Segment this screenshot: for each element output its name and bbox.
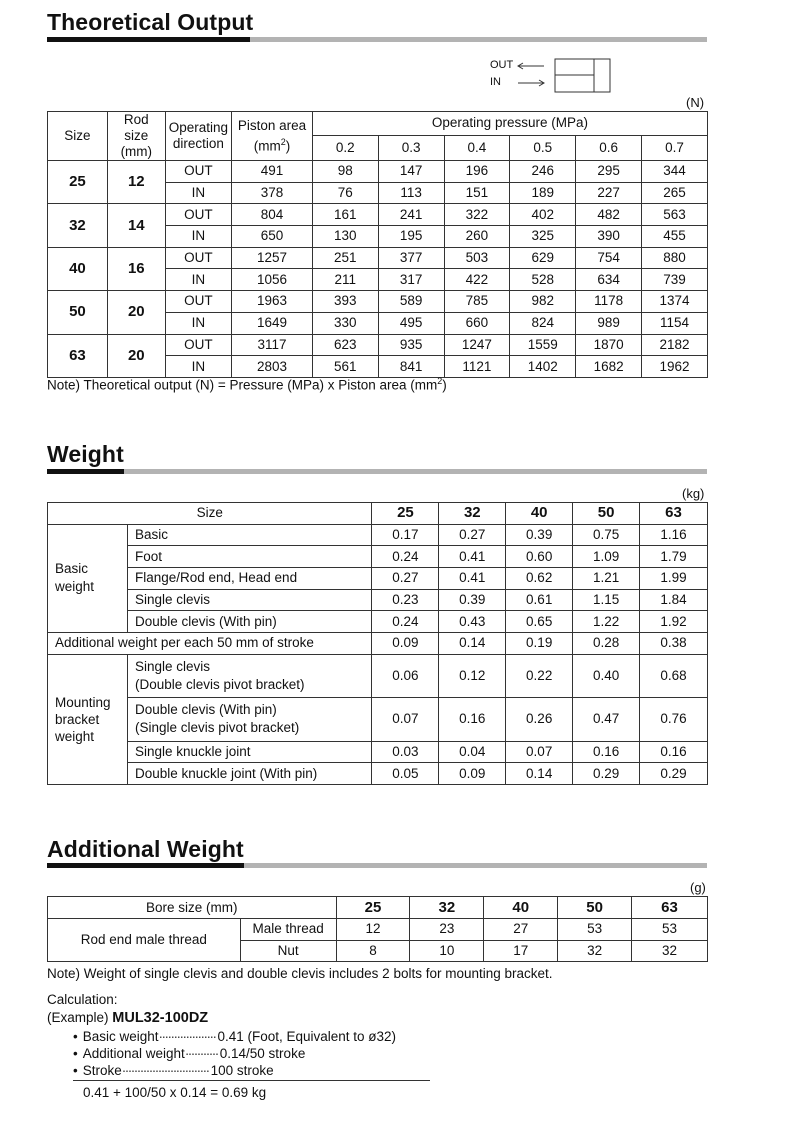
- size-cell: 63: [48, 334, 108, 377]
- header-piston-area: [232, 112, 313, 161]
- additional-value-cell: 8: [336, 940, 410, 962]
- output-title: Theoretical Output: [47, 9, 254, 35]
- weight-value-cell: 0.76: [640, 698, 708, 741]
- mount-row-label-1: Single clevis: [134, 659, 210, 674]
- mount-row: [48, 763, 708, 785]
- output-value-cell: 824: [510, 312, 576, 334]
- weight-value-cell: 0.19: [506, 633, 573, 655]
- weight-value-cell: 0.16: [640, 741, 708, 763]
- weight-value-cell: 0.16: [573, 741, 640, 763]
- calculation-bullet: [73, 1062, 453, 1079]
- example-model: MUL32-100DZ: [112, 1010, 209, 1026]
- calculation-divider: [73, 1080, 430, 1081]
- weight-row: [48, 568, 708, 590]
- output-row: [48, 161, 708, 183]
- calculation-bullets: [73, 1028, 453, 1079]
- output-value-cell: 325: [510, 226, 576, 248]
- weight-value-cell: 0.14: [439, 633, 506, 655]
- weight-row-label: Basic: [127, 524, 372, 546]
- piston-area-cell: 804: [232, 204, 313, 226]
- weight-value-cell: 0.75: [573, 524, 640, 546]
- weight-value-cell: 0.41: [439, 546, 506, 568]
- weight-value-cell: 0.68: [640, 654, 708, 697]
- bullet-dot-icon: •: [73, 1063, 78, 1078]
- output-value-cell: 455: [642, 226, 708, 248]
- weight-value-cell: 0.05: [372, 763, 439, 785]
- example-prefix: (Example): [47, 1010, 113, 1025]
- calculation-example: [47, 1010, 208, 1026]
- bore-size-header: Bore size (mm): [48, 897, 337, 919]
- weight-size-header: 40: [506, 503, 573, 525]
- bullet-value: 100 stroke: [210, 1063, 274, 1078]
- header-direction: [165, 112, 231, 161]
- weight-value-cell: 0.41: [439, 568, 506, 590]
- mount-row-label: [127, 741, 372, 763]
- output-value-cell: 2182: [642, 334, 708, 356]
- mount-row-label-1: Double knuckle joint (With pin): [134, 765, 318, 781]
- additional-stroke-row: [48, 633, 708, 655]
- size-cell: 32: [48, 204, 108, 247]
- mount-weight-group: [48, 654, 128, 784]
- weight-value-cell: 0.09: [439, 763, 506, 785]
- weight-size-header: 32: [439, 503, 506, 525]
- pressure-header-3: 0.5: [510, 135, 576, 160]
- bullet-leader: ···········: [184, 1046, 218, 1061]
- bullet-value: 0.14/50 stroke: [219, 1046, 306, 1061]
- output-value-cell: 1402: [510, 356, 576, 378]
- title-rule: [250, 37, 707, 42]
- output-value-cell: 1870: [576, 334, 642, 356]
- weight-value-cell: 0.03: [372, 741, 439, 763]
- direction-cell: OUT: [165, 204, 231, 226]
- weight-value-cell: 0.43: [439, 611, 506, 633]
- calculation-bullet: [73, 1045, 453, 1062]
- weight-rule-accent: [47, 469, 124, 474]
- weight-value-cell: 0.07: [506, 741, 573, 763]
- weight-value-cell: 0.61: [506, 589, 573, 611]
- additional-title: Additional Weight: [47, 836, 244, 862]
- additional-row: [48, 919, 708, 941]
- mount-row-label: [127, 763, 372, 785]
- additional-size-header: 32: [410, 897, 484, 919]
- output-value-cell: 330: [312, 312, 378, 334]
- size-cell: 40: [48, 247, 108, 290]
- output-value-cell: 317: [378, 269, 444, 291]
- piston-area-cell: 1649: [232, 312, 313, 334]
- additional-size-header: 50: [558, 897, 632, 919]
- output-value-cell: 130: [312, 226, 378, 248]
- header-direction-line1: Operating: [168, 120, 229, 135]
- output-value-cell: 989: [576, 312, 642, 334]
- rod-end-label: Rod end male thread: [48, 919, 241, 962]
- direction-cell: IN: [165, 182, 231, 204]
- output-value-cell: 634: [576, 269, 642, 291]
- additional-size-header: 63: [632, 897, 708, 919]
- output-value-cell: 113: [378, 182, 444, 204]
- direction-cell: IN: [165, 226, 231, 248]
- weight-value-cell: 1.79: [640, 546, 708, 568]
- weight-row: [48, 546, 708, 568]
- weight-value-cell: 0.22: [506, 654, 573, 697]
- additional-value-cell: 27: [484, 919, 558, 941]
- output-value-cell: 422: [444, 269, 510, 291]
- bullet-dot-icon: •: [73, 1029, 78, 1044]
- diagram-in-label: IN: [490, 76, 501, 88]
- weight-size-header: 63: [640, 503, 708, 525]
- additional-value-cell: 17: [484, 940, 558, 962]
- output-value-cell: 195: [378, 226, 444, 248]
- header-operating-pressure: Operating pressure (MPa): [312, 112, 707, 136]
- mount-row: [48, 698, 708, 741]
- weight-row-label: Double clevis (With pin): [127, 611, 372, 633]
- output-value-cell: 841: [378, 356, 444, 378]
- pressure-header-2: 0.4: [444, 135, 510, 160]
- output-note-text: Note) Theoretical output (N) = Pressure (MPa) x Piston area (mm: [47, 377, 438, 393]
- mount-row-label-1: Single knuckle joint: [134, 743, 251, 759]
- weight-value-cell: 1.22: [573, 611, 640, 633]
- weight-value-cell: 0.24: [372, 611, 439, 633]
- additional-size-header: 40: [484, 897, 558, 919]
- output-value-cell: 98: [312, 161, 378, 183]
- output-value-cell: 1962: [642, 356, 708, 378]
- additional-rule-accent: [47, 863, 244, 868]
- pressure-header-0: 0.2: [312, 135, 378, 160]
- additional-value-cell: 53: [558, 919, 632, 941]
- output-value-cell: 189: [510, 182, 576, 204]
- weight-value-cell: 1.99: [640, 568, 708, 590]
- weight-row: [48, 589, 708, 611]
- mount-label-3: weight: [55, 728, 95, 744]
- basic-weight-label-2: weight: [55, 579, 95, 595]
- output-value-cell: 295: [576, 161, 642, 183]
- direction-cell: OUT: [165, 161, 231, 183]
- output-value-cell: 1121: [444, 356, 510, 378]
- output-value-cell: 739: [642, 269, 708, 291]
- output-value-cell: 393: [312, 291, 378, 313]
- weight-title: Weight: [47, 441, 124, 467]
- output-value-cell: 265: [642, 182, 708, 204]
- output-value-cell: 377: [378, 247, 444, 269]
- direction-cell: OUT: [165, 291, 231, 313]
- output-value-cell: 76: [312, 182, 378, 204]
- additional-value-cell: 23: [410, 919, 484, 941]
- weight-value-cell: 0.14: [506, 763, 573, 785]
- direction-cell: IN: [165, 269, 231, 291]
- weight-value-cell: 1.16: [640, 524, 708, 546]
- header-direction-line2: direction: [172, 136, 224, 151]
- output-value-cell: 402: [510, 204, 576, 226]
- output-row: [48, 247, 708, 269]
- weight-row-label: Flange/Rod end, Head end: [127, 568, 372, 590]
- weight-value-cell: 0.39: [439, 589, 506, 611]
- basic-weight-label-1: Basic: [55, 561, 89, 577]
- piston-area-cell: 1056: [232, 269, 313, 291]
- piston-area-cell: 650: [232, 226, 313, 248]
- pressure-header-1: 0.3: [378, 135, 444, 160]
- output-unit: (N): [686, 95, 705, 110]
- output-value-cell: 241: [378, 204, 444, 226]
- rod-size-cell: 14: [107, 204, 165, 247]
- header-rod-line1: Rod size: [123, 112, 149, 143]
- output-note-close: ): [442, 377, 447, 393]
- output-value-cell: 211: [312, 269, 378, 291]
- size-cell: 25: [48, 161, 108, 204]
- rod-size-cell: 20: [107, 291, 165, 334]
- weight-value-cell: 1.92: [640, 611, 708, 633]
- weight-table: [47, 502, 708, 785]
- weight-value-cell: 1.21: [573, 568, 640, 590]
- output-value-cell: 503: [444, 247, 510, 269]
- weight-row-label: Single clevis: [127, 589, 372, 611]
- piston-area-cell: 2803: [232, 356, 313, 378]
- weight-row: [48, 611, 708, 633]
- additional-note: Note) Weight of single clevis and double clevis includes 2 bolts for mounting bracket.: [47, 966, 553, 981]
- output-value-cell: 935: [378, 334, 444, 356]
- output-value-cell: 754: [576, 247, 642, 269]
- additional-header-row: [48, 897, 708, 919]
- pressure-header-5: 0.7: [642, 135, 708, 160]
- additional-size-header: 25: [336, 897, 410, 919]
- bullet-leader: ·····························: [121, 1063, 209, 1078]
- output-value-cell: 785: [444, 291, 510, 313]
- header-rod-size: [107, 112, 165, 161]
- calculation-result: 0.41 + 100/50 x 0.14 = 0.69 kg: [83, 1085, 267, 1100]
- output-value-cell: 563: [642, 204, 708, 226]
- additional-unit: (g): [690, 880, 706, 895]
- weight-value-cell: 0.16: [439, 698, 506, 741]
- weight-value-cell: 0.28: [573, 633, 640, 655]
- output-value-cell: 151: [444, 182, 510, 204]
- weight-value-cell: 0.17: [372, 524, 439, 546]
- weight-value-cell: 0.65: [506, 611, 573, 633]
- additional-value-cell: 53: [632, 919, 708, 941]
- piston-area-cell: 3117: [232, 334, 313, 356]
- rod-size-cell: 12: [107, 161, 165, 204]
- additional-rule: [244, 863, 707, 868]
- output-value-cell: 880: [642, 247, 708, 269]
- output-value-cell: 1247: [444, 334, 510, 356]
- output-row: [48, 291, 708, 313]
- weight-row-label: Foot: [127, 546, 372, 568]
- bullet-label: Stroke: [82, 1063, 122, 1078]
- direction-cell: IN: [165, 356, 231, 378]
- output-value-cell: 629: [510, 247, 576, 269]
- output-value-cell: 161: [312, 204, 378, 226]
- weight-value-cell: 0.60: [506, 546, 573, 568]
- weight-value-cell: 0.04: [439, 741, 506, 763]
- output-value-cell: 246: [510, 161, 576, 183]
- output-value-cell: 1559: [510, 334, 576, 356]
- output-value-cell: 1154: [642, 312, 708, 334]
- weight-unit: (kg): [682, 486, 705, 501]
- weight-size-header: 50: [573, 503, 640, 525]
- mount-row: [48, 654, 708, 697]
- mount-label-2: bracket: [55, 711, 100, 727]
- weight-value-cell: 0.07: [372, 698, 439, 741]
- calculation-label: Calculation:: [47, 992, 118, 1007]
- weight-value-cell: 0.47: [573, 698, 640, 741]
- output-value-cell: 1682: [576, 356, 642, 378]
- output-value-cell: 227: [576, 182, 642, 204]
- weight-value-cell: 0.27: [439, 524, 506, 546]
- direction-cell: IN: [165, 312, 231, 334]
- cylinder-direction-diagram: [490, 56, 620, 96]
- header-area-line1: Piston area: [237, 117, 307, 133]
- output-value-cell: 482: [576, 204, 642, 226]
- weight-rule: [124, 469, 707, 474]
- output-value-cell: 147: [378, 161, 444, 183]
- additional-row-label: Nut: [240, 940, 336, 962]
- header-area-close: ): [285, 138, 291, 154]
- weight-value-cell: 0.29: [640, 763, 708, 785]
- output-note: [47, 376, 447, 393]
- output-value-cell: 589: [378, 291, 444, 313]
- output-value-cell: 982: [510, 291, 576, 313]
- weight-value-cell: 0.23: [372, 589, 439, 611]
- mount-row-label: [127, 654, 372, 697]
- output-note-sup: 2: [437, 376, 443, 386]
- weight-value-cell: 0.29: [573, 763, 640, 785]
- weight-size-header: 25: [372, 503, 439, 525]
- header-rod-line2: (mm): [120, 144, 153, 159]
- output-value-cell: 1178: [576, 291, 642, 313]
- output-value-cell: 390: [576, 226, 642, 248]
- piston-area-cell: 1257: [232, 247, 313, 269]
- weight-value-cell: 0.26: [506, 698, 573, 741]
- output-row: [48, 334, 708, 356]
- weight-value-cell: 1.84: [640, 589, 708, 611]
- weight-header-size: Size: [48, 503, 372, 525]
- output-value-cell: 1374: [642, 291, 708, 313]
- piston-area-cell: 1963: [232, 291, 313, 313]
- output-value-cell: 251: [312, 247, 378, 269]
- weight-value-cell: 0.40: [573, 654, 640, 697]
- direction-cell: OUT: [165, 247, 231, 269]
- weight-value-cell: 0.06: [372, 654, 439, 697]
- weight-value-cell: 0.39: [506, 524, 573, 546]
- bullet-leader: ···················: [158, 1029, 216, 1044]
- bullet-label: Additional weight: [82, 1046, 185, 1061]
- header-area-sup: 2: [280, 136, 286, 147]
- pressure-header-4: 0.6: [576, 135, 642, 160]
- bullet-label: Basic weight: [82, 1029, 159, 1044]
- weight-value-cell: 0.38: [640, 633, 708, 655]
- additional-value-cell: 32: [632, 940, 708, 962]
- weight-value-cell: 1.09: [573, 546, 640, 568]
- rod-size-cell: 16: [107, 247, 165, 290]
- output-value-cell: 561: [312, 356, 378, 378]
- bullet-value: 0.41 (Foot, Equivalent to ø32): [217, 1029, 397, 1044]
- mount-row-label: [127, 698, 372, 741]
- weight-value-cell: 0.09: [372, 633, 439, 655]
- output-value-cell: 260: [444, 226, 510, 248]
- additional-stroke-label: Additional weight per each 50 mm of stroke: [48, 633, 372, 655]
- piston-area-cell: 491: [232, 161, 313, 183]
- output-table: [47, 111, 708, 378]
- additional-value-cell: 32: [558, 940, 632, 962]
- output-value-cell: 196: [444, 161, 510, 183]
- additional-value-cell: 12: [336, 919, 410, 941]
- output-value-cell: 623: [312, 334, 378, 356]
- header-area-line2: (mm: [253, 138, 281, 154]
- size-cell: 50: [48, 291, 108, 334]
- basic-weight-group: [48, 524, 128, 632]
- bullet-dot-icon: •: [73, 1046, 78, 1061]
- output-value-cell: 528: [510, 269, 576, 291]
- weight-value-cell: 1.15: [573, 589, 640, 611]
- weight-row: [48, 524, 708, 546]
- title-rule-accent: [47, 37, 250, 42]
- weight-value-cell: 0.62: [506, 568, 573, 590]
- additional-value-cell: 10: [410, 940, 484, 962]
- additional-table: [47, 896, 708, 962]
- mount-row-label-1: Double clevis (With pin): [134, 702, 277, 718]
- piston-area-cell: 378: [232, 182, 313, 204]
- weight-value-cell: 0.27: [372, 568, 439, 590]
- rod-size-cell: 20: [107, 334, 165, 377]
- diagram-out-label: OUT: [490, 59, 514, 71]
- output-value-cell: 660: [444, 312, 510, 334]
- mount-row-label-2: (Single clevis pivot bracket): [134, 720, 300, 736]
- cylinder-icon: [514, 58, 614, 96]
- direction-cell: OUT: [165, 334, 231, 356]
- weight-header-row: [48, 503, 708, 525]
- output-value-cell: 344: [642, 161, 708, 183]
- weight-value-cell: 0.12: [439, 654, 506, 697]
- calculation-bullet: [73, 1028, 453, 1045]
- weight-value-cell: 0.24: [372, 546, 439, 568]
- output-value-cell: 322: [444, 204, 510, 226]
- output-value-cell: 495: [378, 312, 444, 334]
- output-row: [48, 204, 708, 226]
- mount-row-label-2: (Double clevis pivot bracket): [134, 677, 305, 692]
- mount-row: [48, 741, 708, 763]
- mount-label-1: Mounting: [55, 694, 111, 710]
- additional-row-label: Male thread: [240, 919, 336, 941]
- header-size: Size: [48, 112, 108, 161]
